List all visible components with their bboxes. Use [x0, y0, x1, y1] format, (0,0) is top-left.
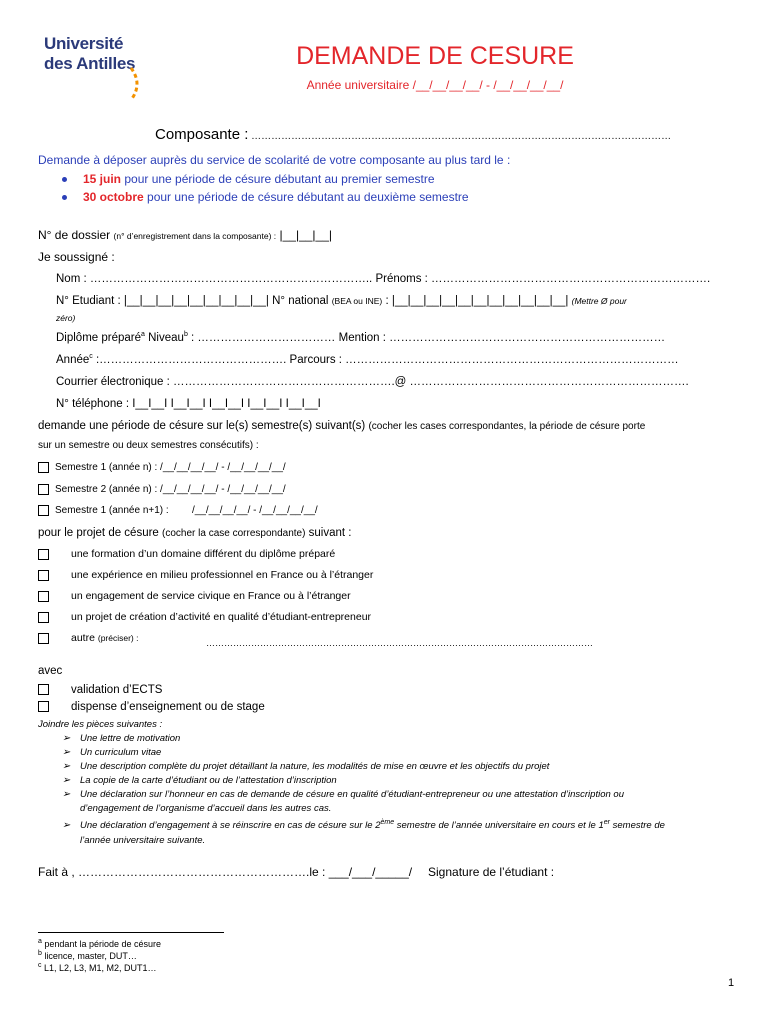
diplome-field[interactable]: Diplôme préparé$^a$ Niveau$^b$ : ……………………………… Mention : ………………………………………………………………	[56, 331, 666, 344]
avec-option[interactable]: validation d’ECTS	[38, 684, 162, 696]
checkbox[interactable]	[38, 484, 49, 495]
page-title: DEMANDE DE CESURE	[296, 42, 574, 70]
composante-field[interactable]	[155, 126, 671, 143]
avec-label: avec	[38, 665, 63, 677]
checkbox[interactable]	[38, 684, 49, 695]
checkbox[interactable]	[38, 591, 49, 602]
piece-item: ➢ Un curriculum vitae	[62, 747, 162, 758]
piece-item: ➢ Une déclaration d’engagement à se réinscrire en cas de césure sur le 2ème semestre de l’année universitaire en cours et le 1er semestre de	[62, 819, 665, 832]
footnote: $^c$ L1, L2, L3, M1, M2, DUT1…	[38, 962, 157, 973]
dossier-field[interactable]: N° de dossier (n° d’enregistrement dans la composante) : |__|__|__|	[38, 228, 332, 242]
checkbox[interactable]	[38, 462, 49, 473]
soussigne-label: Je soussigné :	[38, 250, 115, 264]
nom-prenom-field[interactable]: Nom : ……………………………………………………………….. Prénoms : ……………………………………………………………….	[56, 273, 711, 285]
annee-field[interactable]: Année$^c$ :…………………………………………. Parcours : ……………………………………………………………………………	[56, 353, 679, 366]
deadline-item: 15 juin pour une période de césure débutant au premier semestre	[62, 172, 435, 186]
footnote: $^a$ pendant la période de césure	[38, 938, 161, 949]
etudiant-note: zéro)	[56, 313, 76, 323]
arrow-bullet-icon: ➢	[62, 789, 71, 800]
page-number: 1	[728, 977, 735, 989]
arrow-bullet-icon: ➢	[62, 820, 71, 832]
telephone-field[interactable]: N° téléphone : I__I__I I__I__I I__I__I I__I__I I__I__I	[56, 398, 321, 410]
arrow-bullet-icon: ➢	[62, 775, 71, 786]
projet-option[interactable]: un projet de création d’activité en qualité d’étudiant-entrepreneur	[38, 611, 371, 623]
deadline-item: 30 octobre pour une période de césure débutant au deuxième semestre	[62, 190, 469, 204]
footnote-divider	[38, 932, 224, 933]
logo-line-2: des Antilles	[44, 54, 136, 73]
projet-text: pour le projet de césure (cocher la case correspondante) suivant :	[38, 527, 352, 539]
arrow-bullet-icon: ➢	[62, 747, 71, 758]
projet-option-autre[interactable]: autre (préciser) :	[38, 632, 138, 644]
projet-option[interactable]: un engagement de service civique en France ou à l’étranger	[38, 590, 351, 602]
projet-option[interactable]: une expérience en milieu professionnel en France ou à l’étranger	[38, 569, 373, 581]
checkbox[interactable]	[38, 701, 49, 712]
checkbox[interactable]	[38, 570, 49, 581]
bullet-icon	[62, 177, 67, 182]
semestre-dates[interactable]: /__/__/__/__/ - /__/__/__/__/	[192, 505, 318, 516]
courriel-field[interactable]: Courrier électronique : ………………………………………………….@ ……………………………………………………………….	[56, 376, 689, 388]
deadline-intro: Demande à déposer auprès du service de scolarité de votre composante au plus tard le :	[38, 153, 511, 167]
fait-a-field[interactable]: Fait à , ………………………………………………….le : ___/___/_____/	[38, 865, 413, 879]
demande-note: sur un semestre ou deux semestres consécutifs) :	[38, 440, 259, 451]
piece-item: ➢ La copie de la carte d’étudiant ou de l’attestation d’inscription	[62, 775, 337, 786]
etudiant-field[interactable]: N° Etudiant : |__|__|__|__|__|__|__|__|__| N° national (BEA ou INE) : |__|__|__|__|__|__|__|__|__|__|__| (Mettre Ø pour	[56, 295, 627, 307]
semestre-option[interactable]: Semestre 1 (année n+1) :	[38, 505, 169, 516]
arrow-bullet-icon: ➢	[62, 733, 71, 744]
checkbox[interactable]	[38, 612, 49, 623]
checkbox[interactable]	[38, 633, 49, 644]
autre-dots[interactable]: …………………………………………………………………………………………………………………	[206, 638, 593, 648]
footnote: $^b$ licence, master, DUT…	[38, 950, 137, 961]
composante-dots: ………………………………………………………………………………………………………………	[248, 131, 672, 142]
piece-item-cont: d’engagement de l’organisme d’accueil dans les autres cas.	[80, 803, 332, 814]
piece-item-cont: l’année universitaire suivante.	[80, 835, 206, 846]
logo-line-1: Université	[44, 34, 124, 53]
composante-label: Composante :	[155, 126, 249, 143]
academic-year: Année universitaire /__/__/__/__/ - /__/__/__/__/	[306, 78, 564, 92]
bullet-icon	[62, 195, 67, 200]
piece-item: ➢ Une description complète du projet détaillant la nature, les modalités de mise en œuvre et les objectifs du projet	[62, 761, 550, 772]
avec-option[interactable]: dispense d’enseignement ou de stage	[38, 701, 265, 713]
checkbox[interactable]	[38, 505, 49, 516]
checkbox[interactable]	[38, 549, 49, 560]
piece-item: ➢ Une déclaration sur l’honneur en cas de demande de césure en qualité d’étudiant-entrepreneur ou une attestation d’inscription ou	[62, 789, 624, 800]
projet-option[interactable]: une formation d’un domaine différent du diplôme préparé	[38, 548, 335, 560]
joindre-label: Joindre les pièces suivantes :	[38, 719, 163, 730]
piece-item: ➢ Une lettre de motivation	[62, 733, 181, 744]
demande-text: demande une période de césure sur le(s) semestre(s) suivant(s) (cocher les cases correspondantes, la période de césure porte	[38, 420, 646, 432]
semestre-option[interactable]: Semestre 2 (année n) : /__/__/__/__/ - /__/__/__/__/	[38, 484, 286, 495]
signature-label: Signature de l’étudiant :	[428, 865, 555, 879]
arrow-bullet-icon: ➢	[62, 761, 71, 772]
semestre-option[interactable]: Semestre 1 (année n) : /__/__/__/__/ - /__/__/__/__/	[38, 462, 286, 473]
